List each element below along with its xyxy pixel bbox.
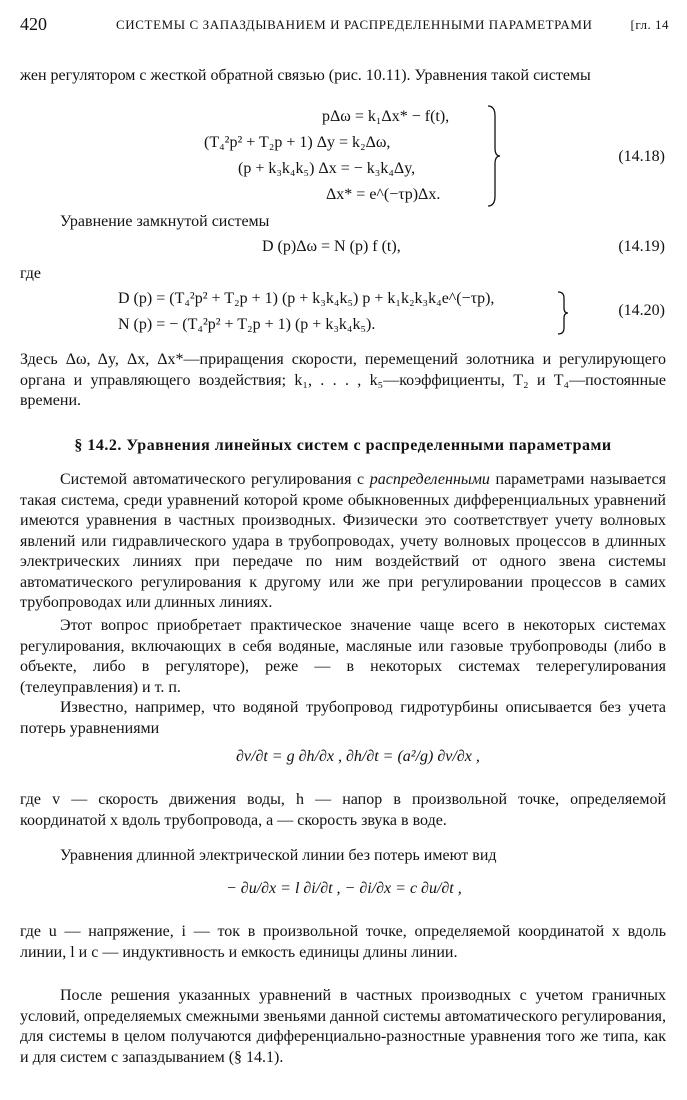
equation-electric-line: − ∂u/∂x = l ∂i/∂t , − ∂i/∂x = c ∂u/∂t , [226,880,462,897]
running-title: СИСТЕМЫ С ЗАПАЗДЫВАНИЕМ И РАСПРЕДЕЛЕННЫМИ ПАРАМЕТРАМИ [116,17,593,32]
paragraph-intro: жен регулятором с жесткой обратной связью (рис. 10.11). Уравнения такой системы [20,67,591,84]
emphasis-distributed: распределенными [369,471,490,488]
eq-14-20-line1: D (p) = (T₄²p² + T₂p + 1) (p + k₃k₄k₅) p + k₁k₂k₃k₄e^(−τp), [118,290,495,307]
word-where: где [20,265,42,282]
eq-14-19-number: (14.19) [618,238,665,255]
paragraph-practical: Этот вопрос приобретает практическое значение чаще всего в некоторых системах регулирования, включающих в себя водяные, масляные или газовые трубопроводы (либо в объекте, либо в регуляторе), реже — в некоторых системах телерегулирования (телеуправления) и т. п. [20,617,666,696]
right-brace-icon [486,104,502,208]
chapter-marker: [гл. 14 [630,17,669,32]
eq-14-20-line2: N (p) = − (T₄²p² + T₂p + 1) (p + k₃k₄k₅). [118,316,376,333]
paragraph-water-notation: где v — скорость движения воды, h — напор в произвольной точке, определяемой координатой x вдоль трубопровода, a — скорость звука в воде. [20,791,666,829]
paragraph-closed-system: Уравнение замкнутой системы [60,213,270,230]
right-brace-icon [556,290,570,336]
eq-14-20-number: (14.20) [618,302,665,319]
running-header [20,14,669,38]
page-number: 420 [20,14,47,34]
equation-water-pipe: ∂v/∂t = g ∂h/∂x , ∂h/∂t = (a²/g) ∂v/∂x , [236,748,480,765]
paragraph-notation: Здесь Δω, Δy, Δx, Δx*—приращения скорости, перемещений золотника и регулирующего органа и управляющего воздействия; k₁, . . . , k₅—коэффициенты, T₂ и T₄—постоянные времени. [20,351,666,409]
paragraph-line-notation: где u — напряжение, i — ток в произвольной точке, определяемой координатой x вдоль линии, l и c — индуктивность и емкость единицы длины линии. [20,923,666,961]
equation-14-19: D (p)Δω = N (p) f (t), [262,238,401,255]
eq-14-18-line4: Δx* = e^(−τp)Δx. [326,186,441,203]
eq-14-18-line3: (p + k₃k₄k₅) Δx = − k₃k₄Δy, [238,160,416,177]
paragraph-electric-line: Уравнения длинной электрической линии без потерь имеют вид [60,847,497,864]
eq-14-18-line1: pΔω = k₁Δx* − f(t), [322,108,450,125]
eq-14-18-number: (14.18) [618,148,665,165]
paragraph-definition: Системой автоматического регулирования с распределенными параметрами называется такая система, среди уравнений которой кроме обыкновенных дифференциальных уравнений имеются уравнения в частных производных. Физически это соответствует учету волновых явлений или гидравлического удара в трубопроводах, учету волновых процессов в длинных электрических линиях при передаче по ним воздействий от одного звена системы автоматического регулирования к другому или же при регулировании процессов в самих трубопроводах или длинных линиях. [20,471,666,611]
paragraph-water-pipe: Известно, например, что водяной трубопровод гидротурбины описывается без учета потерь уравнениями [20,699,666,737]
eq-14-18-line2: (T₄²p² + T₂p + 1) Δy = k₂Δω, [204,134,391,151]
paragraph-conclusion: После решения указанных уравнений в частных производных с учетом граничных условий, определяемых смежными звеньями данной системы автоматического регулирования, для системы в целом получаются дифференциально-разностные уравнения того же типа, как и для систем с запаздыванием (§ 14.1). [20,987,666,1066]
section-title: § 14.2. Уравнения линейных систем с распределенными параметрами [74,437,612,454]
